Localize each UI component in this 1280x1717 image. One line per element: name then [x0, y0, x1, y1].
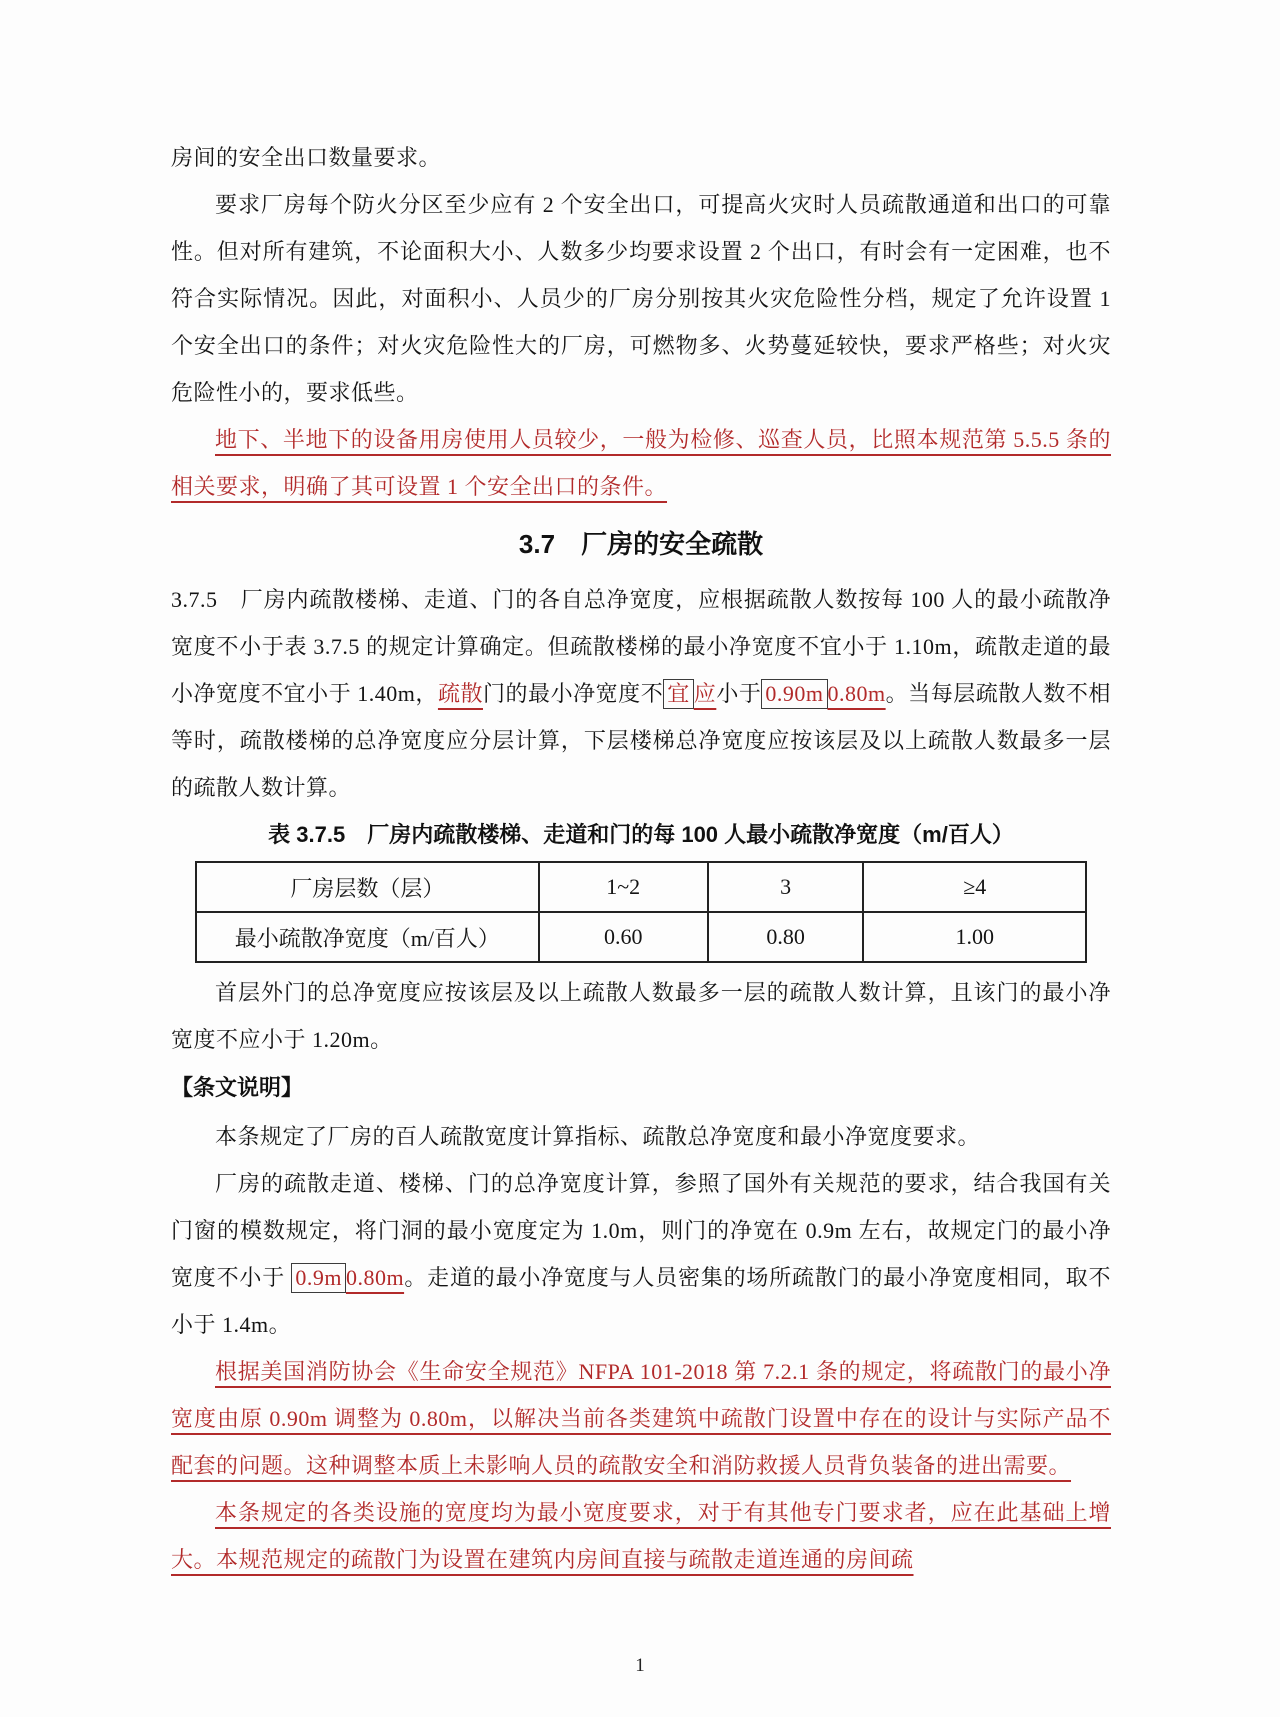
table-cell: 1~2: [539, 862, 708, 912]
inserted-text: 应: [693, 681, 717, 706]
paragraph-revision: [171, 1348, 1111, 1489]
text-segment: 房间的安全出口数量要求。: [171, 145, 442, 170]
inserted-text: 0.80m: [827, 681, 886, 706]
table-row: [196, 862, 1086, 912]
table-cell: 厂房层数（层）: [196, 862, 539, 912]
table-cell: 0.60: [539, 912, 708, 962]
text-segment: 。走道的最小净宽度与人员密集的场所疏散门的最小净宽度相同，取不小于 1.4m。: [171, 1265, 1111, 1337]
table-cell: 3: [708, 862, 864, 912]
inserted-text: 0.80m: [345, 1265, 405, 1290]
document-content: [171, 134, 1111, 1583]
table-cell: 0.80: [708, 912, 864, 962]
paragraph: [171, 969, 1111, 1063]
paragraph: [171, 181, 1111, 416]
table-cell: 最小疏散净宽度（m/百人）: [196, 912, 539, 962]
deleted-text: 0.90m: [761, 679, 827, 709]
paragraph-revision: [171, 416, 1111, 510]
text-segment: 首层外门的总净宽度应按该层及以上疏散人数最多一层的疏散人数计算，且该门的最小净宽度不应小于 1.20m。: [171, 980, 1111, 1052]
table-caption: 表 3.7.5 厂房内疏散楼梯、走道和门的每 100 人最小疏散净宽度（m/百人）: [268, 822, 1014, 847]
deleted-text: 宜: [663, 679, 694, 709]
paragraph: [171, 134, 1111, 181]
deleted-text: 0.9m: [291, 1263, 346, 1293]
table-row: [196, 912, 1086, 962]
text-segment: 门的最小净宽度不: [483, 681, 664, 706]
text-segment: 3.7.5 厂房内疏散楼梯、走道、门的各自总净宽度，应根据疏散人数按每 100 人的最小疏散净宽度不小于表 3.7.5 的规定计算确定。但疏散楼梯的最小净宽度不宜小于 1.10m，疏散走道的最小净宽度不宜小于 1.40m，: [171, 587, 1111, 706]
paragraph: [171, 1160, 1111, 1348]
inserted-text: 地下、半地下的设备用房使用人员较少，一般为检修、巡查人员，比照本规范第 5.5.5 条的相关要求，明确了其可设置 1 个安全出口的条件。: [171, 427, 1111, 499]
page-number: 1: [635, 1655, 645, 1676]
paragraph-revision: [171, 1489, 1111, 1583]
section-heading: 3.7 厂房的安全疏散: [518, 529, 764, 559]
text-segment: 本条规定了厂房的百人疏散宽度计算指标、疏散总净宽度和最小净宽度要求。: [215, 1124, 981, 1149]
text-segment: 要求厂房每个防火分区至少应有 2 个安全出口，可提高火灾时人员疏散通道和出口的可靠性。但对所有建筑，不论面积大小、人数多少均要求设置 2 个出口，有时会有一定困难，也不符合实际情况。因此，对面积小、人员少的厂房分别按其火灾危险性分档，规定了允许设置 1 个安全出口的条件；对火灾危险性大的厂房，可燃物多、火势蔓延较快，要求严格些；对火灾危险性小的，要求低些。: [171, 192, 1111, 405]
paragraph: [171, 1113, 1111, 1160]
table-cell: ≥4: [863, 862, 1086, 912]
clause-explanation-label: 【条文说明】: [171, 1075, 304, 1100]
inserted-text: 本条规定的各类设施的宽度均为最小宽度要求，对于有其他专门要求者，应在此基础上增大。本规范规定的疏散门为设置在建筑内房间直接与疏散走道连通的房间疏: [171, 1500, 1111, 1572]
text-segment: 小于: [716, 681, 762, 706]
widths-table: [195, 861, 1087, 963]
table-cell: 1.00: [863, 912, 1086, 962]
text-segment: 。当每层疏散人数不相等时，疏散楼梯的总净宽度应分层计算，下层楼梯总净宽度应按该层及以上疏散人数最多一层的疏散人数计算。: [171, 681, 1111, 800]
text-segment: 厂房的疏散走道、楼梯、门的总净宽度计算，参照了国外有关规范的要求，结合我国有关门窗的模数规定，将门洞的最小宽度定为 1.0m，则门的净宽在 0.9m 左右，故规定门的最小净宽度不小于: [171, 1171, 1111, 1290]
inserted-text: 根据美国消防协会《生命安全规范》NFPA 101-2018 第 7.2.1 条的规定，将疏散门的最小净宽度由原 0.90m 调整为 0.80m，以解决当前各类建筑中疏散门设置中存在的设计与实际产品不配套的问题。这种调整本质上未影响人员的疏散安全和消防救援人员背负装备的进出需要。: [171, 1359, 1111, 1478]
inserted-text: 疏散: [437, 681, 483, 706]
paragraph-clause-3-7-5: [171, 576, 1111, 811]
